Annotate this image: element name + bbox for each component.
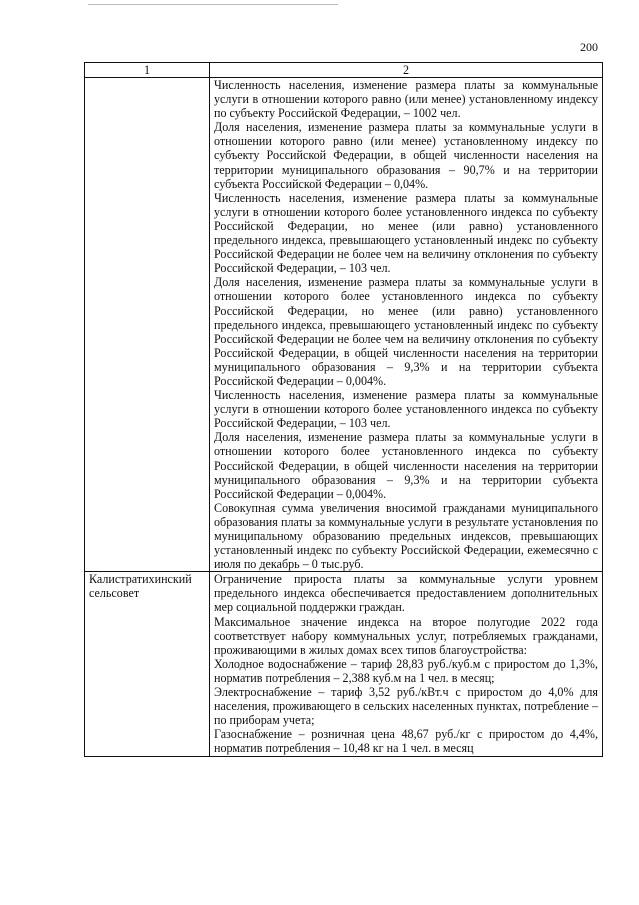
paragraph: Доля населения, изменение размера платы за коммунальные услуги в отношении которого более установленного индекса по субъекту Российской Федерации, но менее (или равно) установленного предельного индекса, превышающего установленный индекс по субъекту Российской Федерации не более чем на величину отклонения по субъекту Российской Федерации, в общей численности населения на территории муниципального образования – 9,3% и на территории субъекта Российской Федерации – 0,004%. [214,275,598,388]
row-2-col-2 [210,572,603,756]
table-row [85,78,603,572]
scan-top-line [88,4,338,5]
table-header-row [85,63,603,78]
row-1-col-1 [85,78,210,572]
row-2-col-1: Калистратихинский сельсовет [85,572,210,756]
paragraph: Максимальное значение индекса на второе полугодие 2022 года соответствует набору коммунальных услуг, потребляемых гражданами, проживающими в жилых домах всех типов благоустройства: [214,614,598,657]
paragraph: Доля населения, изменение размера платы за коммунальные услуги в отношении которого более установленного индекса по субъекту Российской Федерации, в общей численности населения на территории муниципального образования – 9,3% и на территории субъекта Российской Федерации – 0,004%. [214,430,598,501]
table-row [85,572,603,756]
paragraph: Численность населения, изменение размера платы за коммунальные услуги в отношении которого более установленного индекса по субъекту Российской Федерации, но менее (или равно) установленного предельного индекса, превышающего установленный индекс по субъекту Российской Федерации не более чем на величину отклонения по субъекту Российской Федерации, – 103 чел. [214,190,598,276]
header-col-1: 1 [85,63,210,78]
paragraph: Совокупная сумма увеличения вносимой гражданами муниципального образования платы за коммунальные услуги в результате установления по муниципальному образованию предельных индексов, превышающих установленный индекс по субъекту Российской Федерации, ежемесячно с июля по декабрь – 0 тыс.руб. [214,500,598,572]
paragraph: Ограничение прироста платы за коммунальные услуги уровнем предельного индекса обеспечивается предоставлением дополнительных мер социальной поддержки граждан. [214,572,598,615]
page-number: 200 [580,40,598,54]
header-col-2: 2 [210,63,603,78]
paragraph: Численность населения, изменение размера платы за коммунальные услуги в отношении которого равно (или менее) установленному индексу по субъекту Российской Федерации, – 1002 чел. [214,78,598,121]
paragraph: Доля населения, изменение размера платы за коммунальные услуги в отношении которого равно (или менее) установленному индексу по субъекту Российской Федерации, в общей численности населения на территории муниципального образования – 90,7% и на территории субъекта Российской Федерации – 0,04%. [214,120,598,191]
document-table [84,62,603,757]
paragraph: Численность населения, изменение размера платы за коммунальные услуги в отношении которого более установленного индекса по субъекту Российской Федерации, – 103 чел. [214,388,598,431]
paragraph: Холодное водоснабжение – тариф 28,83 руб./куб.м с приростом до 1,3%, норматив потребления – 2,388 куб.м на 1 чел. в месяц; [214,656,598,685]
paragraph: Электроснабжение – тариф 3,52 руб./кВт.ч с приростом до 4,0% для населения, проживающего в сельских населенных пунктах, потребление – по приборам учета; [214,685,598,728]
paragraph: Газоснабжение – розничная цена 48,67 руб./кг с приростом до 4,4%, норматив потребления – 10,48 кг на 1 чел. в месяц [214,727,598,756]
row-1-col-2 [210,78,603,572]
